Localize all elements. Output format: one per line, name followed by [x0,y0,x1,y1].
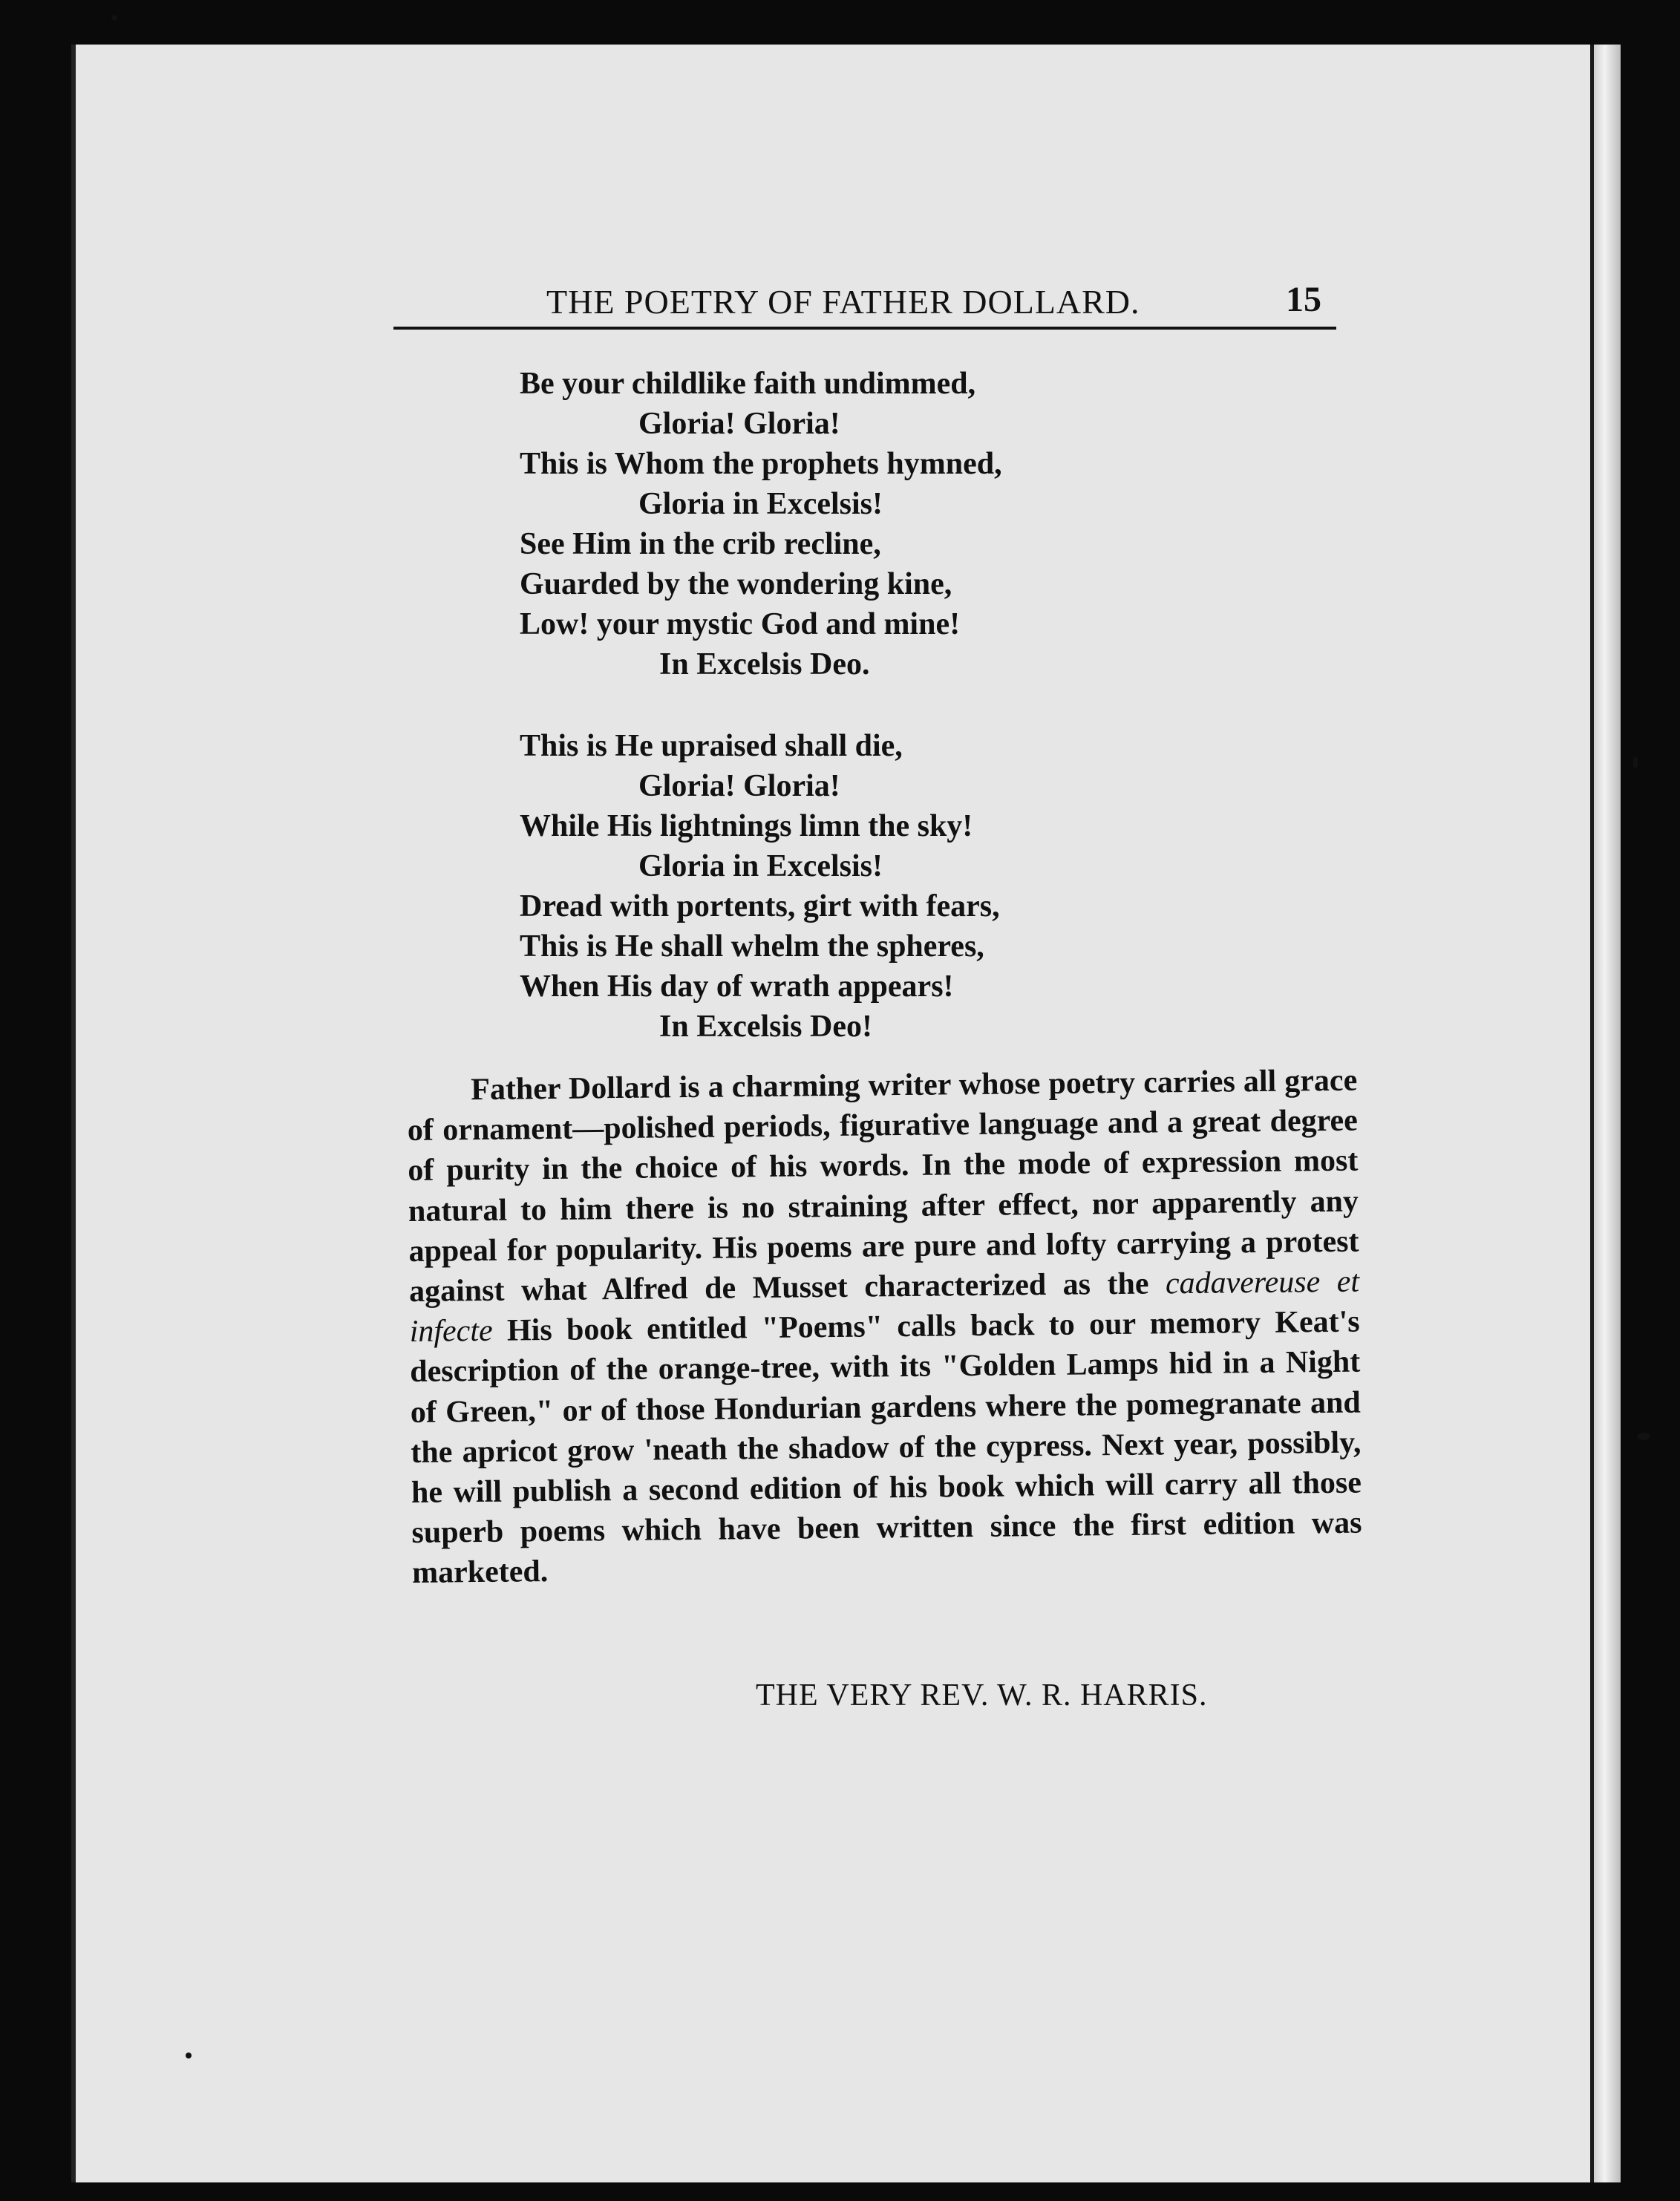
verse-line: Dread with portents, girt with fears, [520,889,1000,923]
author-signature: THE VERY REV. W. R. HARRIS. [756,1678,1208,1713]
poem [520,364,1188,1088]
page-header [393,267,1336,327]
verse-line-refrain: In Excelsis Deo. [659,647,870,681]
page-number: 15 [1286,280,1321,319]
scan-speck [1637,1433,1650,1440]
verse-line: This is He shall whelm the spheres, [520,929,984,964]
scan-speck [1633,757,1638,768]
verse-line: This is Whom the prophets hymned, [520,447,1002,481]
scan-speck [111,15,117,21]
verse-line: This is He upraised shall die, [520,729,903,763]
page-edge [1594,45,1621,2182]
prose-text: Father Dollard is a charming writer whose poetry carries all grace of ornament—polished periods, figurative language and a great degree of purity in the choice of his words. In the mode of expression most natural to him there is no straining after effect, nor apparently any appeal for popularity. His poems are pure and lofty carrying a protest against what Alfred de Musset characterized as the [407,1063,1359,1309]
verse-line: Be your childlike faith undimmed, [520,367,976,401]
stanza-1 [520,364,1188,684]
verse-line-refrain: Gloria! Gloria! [638,769,840,803]
prose-italic-phrase: cadavereuse et infecte [409,1264,1360,1350]
scan-speck [186,2053,192,2058]
verse-line-refrain: Gloria! Gloria! [638,407,840,441]
verse-line-refrain: Gloria in Excelsis! [638,849,883,883]
prose-text-continued: His book entitled "Poems" calls back to our memory Keat's description of the orange-tree, with its "Golden Lamps hid in a Night of Green," or of those Hondurian gardens where the pomegranate and the apricot grow 'neath the shadow of the cypress. Next year, possibly, he will publish a second edition of his book which will carry all those superb poems which have been written since the first edition was marketed. [410,1304,1362,1591]
verse-line-refrain: Gloria in Excelsis! [638,487,883,521]
prose-paragraph [407,1061,1362,1594]
verse-line: Low! your mystic God and mine! [520,607,961,641]
verse-line: Guarded by the wondering kine, [520,567,952,601]
verse-line-refrain: In Excelsis Deo! [659,1010,872,1044]
header-rule [393,327,1336,330]
stanza-2 [520,726,1188,1047]
running-title: THE POETRY OF FATHER DOLLARD. [546,283,1140,321]
verse-line: While His lightnings limn the sky! [520,809,973,843]
verse-line: See Him in the crib recline, [520,527,881,561]
verse-line: When His day of wrath appears! [520,969,954,1004]
